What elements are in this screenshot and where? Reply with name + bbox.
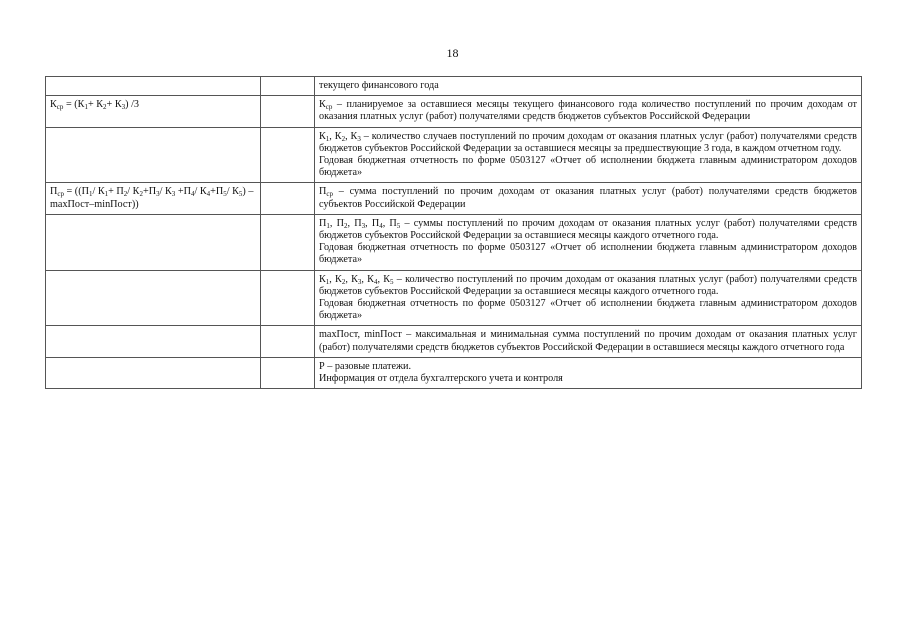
description-cell — [315, 183, 862, 214]
description-paragraph: $К_1$, $К_2$, $К_3$, $К_4$, $К_5$ – количество поступлений по прочим доходам от оказания платных услуг (работ) получателями средств бюджетов субъектов Российской Федерации за оставшиеся месяцы каждого отчетного года. — [319, 273, 858, 297]
document-table — [45, 76, 862, 389]
empty-cell — [261, 183, 315, 214]
table-row — [46, 77, 862, 96]
description-cell — [315, 127, 862, 183]
description-paragraph: $К_{ср}$ – планируемое за оставшиеся месяцы текущего финансового года количество поступлений по прочим доходам от оказания платных услуг (работ) получателями средств бюджетов субъектов Российской Федерации — [319, 99, 857, 123]
empty-cell — [261, 270, 315, 326]
description-cell — [315, 270, 862, 326]
description-paragraph: текущего финансового года — [319, 80, 439, 91]
empty-cell — [261, 127, 315, 183]
description-cell — [315, 214, 862, 270]
formula-cell — [46, 270, 261, 326]
formula-cell — [46, 326, 261, 357]
empty-cell — [261, 357, 315, 388]
table-row — [46, 96, 862, 127]
formula-cell — [46, 214, 261, 270]
description-cell — [315, 326, 862, 357]
table-row — [46, 127, 862, 183]
description-paragraph: maxПост, minПост – максимальная и минимальная сумма поступлений по прочим доходам от оказания платных услуг (работ) получателями средств бюджетов субъектов Российской Федерации в оставшиеся месяцы каждого отчетного года — [319, 329, 857, 353]
description-cell — [315, 357, 862, 388]
description-paragraph: Годовая бюджетная отчетность по форме 0503127 «Отчет об исполнении бюджета главным администратором доходов бюджета» — [319, 155, 857, 179]
formula-cell — [46, 77, 261, 96]
page-number: 18 — [446, 46, 459, 60]
description-paragraph: Р – разовые платежи. — [319, 360, 412, 372]
empty-cell — [261, 77, 315, 96]
description-paragraph: $К_1$, $К_2$, $К_3$ – количество случаев поступлений по прочим доходам от оказания платных услуг (работ) получателями средств бюджетов субъектов Российской Федерации за оставшиеся месяцы за предшествующие 3 года, в каждом отчетном году. — [319, 130, 857, 154]
empty-cell — [261, 96, 315, 127]
formula-cell: $П_{ср} = ((П_1/$ $К_1+ П_2/$ $К_2+П_3/$ $К_3 +П_4/$ $К_4+П_5/$ $К_5$) – maxПост–minПост)) — [46, 183, 261, 214]
formula-cell — [46, 127, 261, 183]
description-paragraph: $П_{ср}$ – сумма поступлений по прочим доходам от оказания платных услуг (работ) получателями средств бюджетов субъектов Российской Федерации — [319, 186, 857, 210]
description-cell — [315, 77, 862, 96]
table-row — [46, 214, 862, 270]
table-row — [46, 183, 862, 214]
empty-cell — [261, 326, 315, 357]
formula-cell — [46, 357, 261, 388]
description-paragraph: Информация от отдела бухгалтерского учета и контроля — [319, 373, 563, 385]
description-paragraph: Годовая бюджетная отчетность по форме 0503127 «Отчет об исполнении бюджета главным администратором доходов бюджета» — [319, 242, 857, 266]
table-row — [46, 270, 862, 326]
table-row — [46, 326, 862, 357]
table-row — [46, 357, 862, 388]
description-paragraph: Годовая бюджетная отчетность по форме 0503127 «Отчет об исполнении бюджета главным администратором доходов бюджета» — [319, 298, 857, 322]
formula-cell: $К_{ср} = (К_1+ К_2+ К_3)$ /3 — [46, 96, 261, 127]
description-paragraph: $П_1$, $П_2$, $П_3$, $П_4$, $П_5$ – суммы поступлений по прочим доходам от оказания платных услуг (работ) получателями средств бюджетов субъектов Российской Федерации за оставшиеся месяцы каждого отчетного года. — [319, 217, 858, 242]
empty-cell — [261, 214, 315, 270]
description-cell — [315, 96, 862, 127]
table-body — [46, 77, 862, 389]
